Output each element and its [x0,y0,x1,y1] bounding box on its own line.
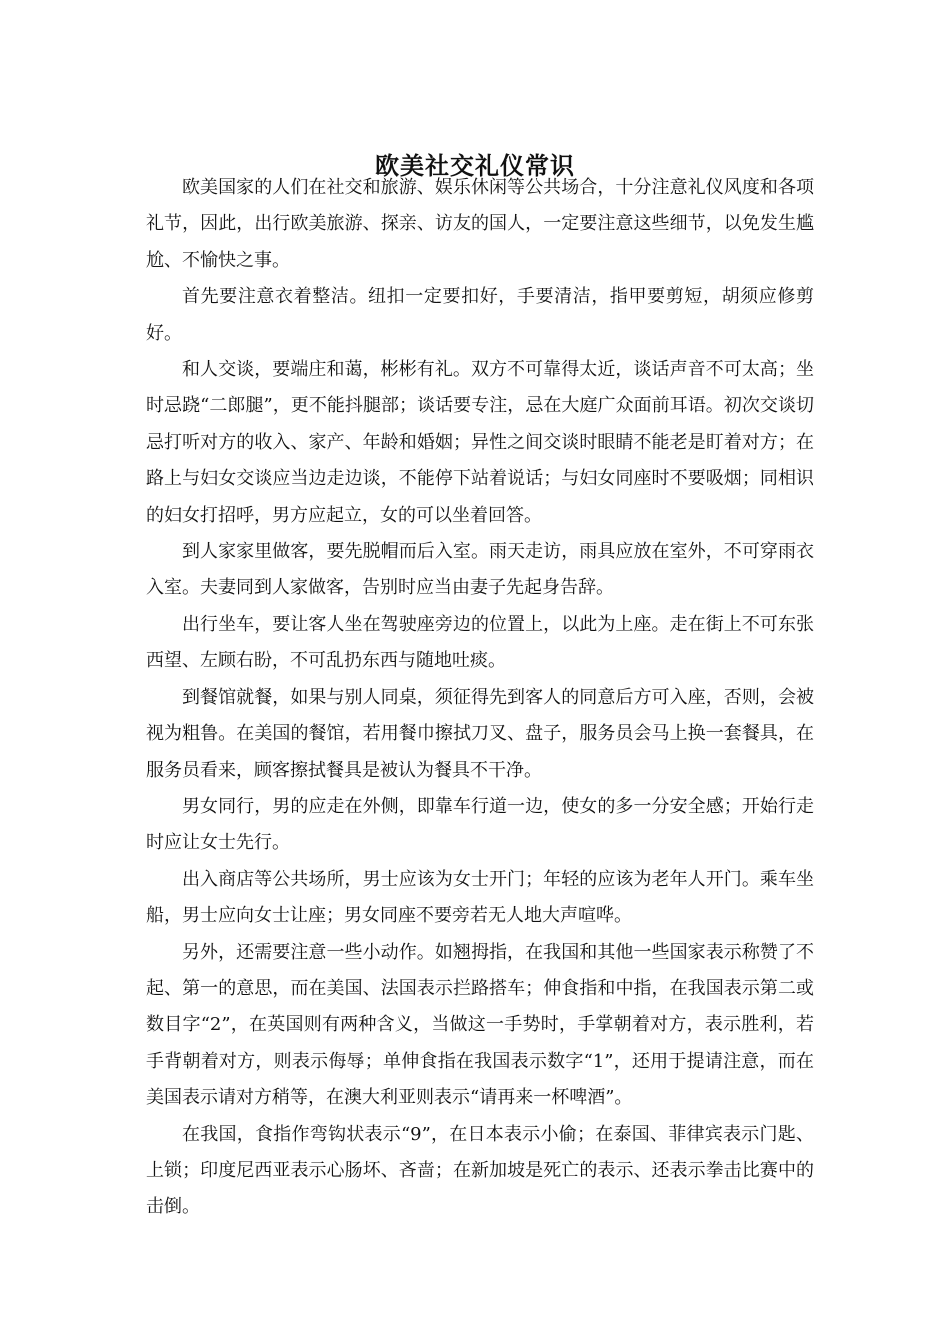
paragraph-walking: 男女同行，男的应走在外侧，即靠车行道一边，使女的多一分安全感；开始行走时应让女士先行。 [146,795,814,854]
paragraph-index-finger: 在我国，食指作弯钩状表示“9”，在日本表示小偷；在泰国、菲律宾表示门匙、上锁；印度尼西亚表示心肠坏、吝啬；在新加坡是死亡的表示、还表示拳击比赛中的击倒。 [146,1123,814,1218]
document-body [146,170,814,1226]
paragraph-car-street: 出行坐车，要让客人坐在驾驶座旁边的位置上，以此为上座。走在街上不可东张西望、左顾右盼，不可乱扔东西与随地吐痰。 [146,613,814,672]
paragraph-visiting: 到人家家里做客，要先脱帽而后入室。雨天走访，雨具应放在室外，不可穿雨衣入室。夫妻同到人家做客，告别时应当由妻子先起身告辞。 [146,541,814,599]
paragraph-gestures: 另外，还需要注意一些小动作。如翘拇指，在我国和其他一些国家表示称赞了不起、第一的意思，而在美国、法国表示拦路搭车；伸食指和中指，在我国表示第二或数目字“2”，在英国则有两种含义，当做这一手势时，手掌朝着对方，表示胜利，若手背朝着对方，则表示侮辱；单伸食指在我国表示数字“1”，还用于提请注意，而在美国表示请对方稍等，在澳大利亚则表示“请再来一杯啤酒”。 [146,941,814,1109]
paragraph-conversation: 和人交谈，要端庄和蔼，彬彬有礼。双方不可靠得太近，谈话声音不可太高；坐时忌跷“二郎腿”，更不能抖腿部；谈话要专注，忌在大庭广众面前耳语。初次交谈切忌打听对方的收入、家产、年龄和婚姻；异性之间交谈时眼睛不能老是盯着对方；在路上与妇女交谈应当边走边谈，不能停下站着说话；与妇女同座时不要吸烟；同相识的妇女打招呼，男方应起立，女的可以坐着回答。 [146,359,814,526]
paragraph-intro: 欧美国家的人们在社交和旅游、娱乐休闲等公共场合，十分注意礼仪风度和各项礼节，因此，出行欧美旅游、探亲、访友的国人，一定要注意这些细节，以免发生尴尬、不愉快之事。 [146,177,814,271]
paragraph-attire: 首先要注意衣着整洁。纽扣一定要扣好，手要清洁，指甲要剪短，胡须应修剪好。 [146,286,814,344]
paragraph-public-places: 出入商店等公共场所，男士应该为女士开门；年轻的应该为老年人开门。乘车坐船，男士应向女士让座；男女同座不要旁若无人地大声喧哗。 [146,868,814,927]
paragraph-dining: 到餐馆就餐，如果与别人同桌，须征得先到客人的同意后方可入座，否则，会被视为粗鲁。在美国的餐馆，若用餐巾擦拭刀叉、盘子，服务员会马上换一套餐具，在服务员看来，顾客擦拭餐具是被认为餐具不干净。 [146,686,814,781]
document-title: 欧美社交礼仪常识 [375,151,575,181]
